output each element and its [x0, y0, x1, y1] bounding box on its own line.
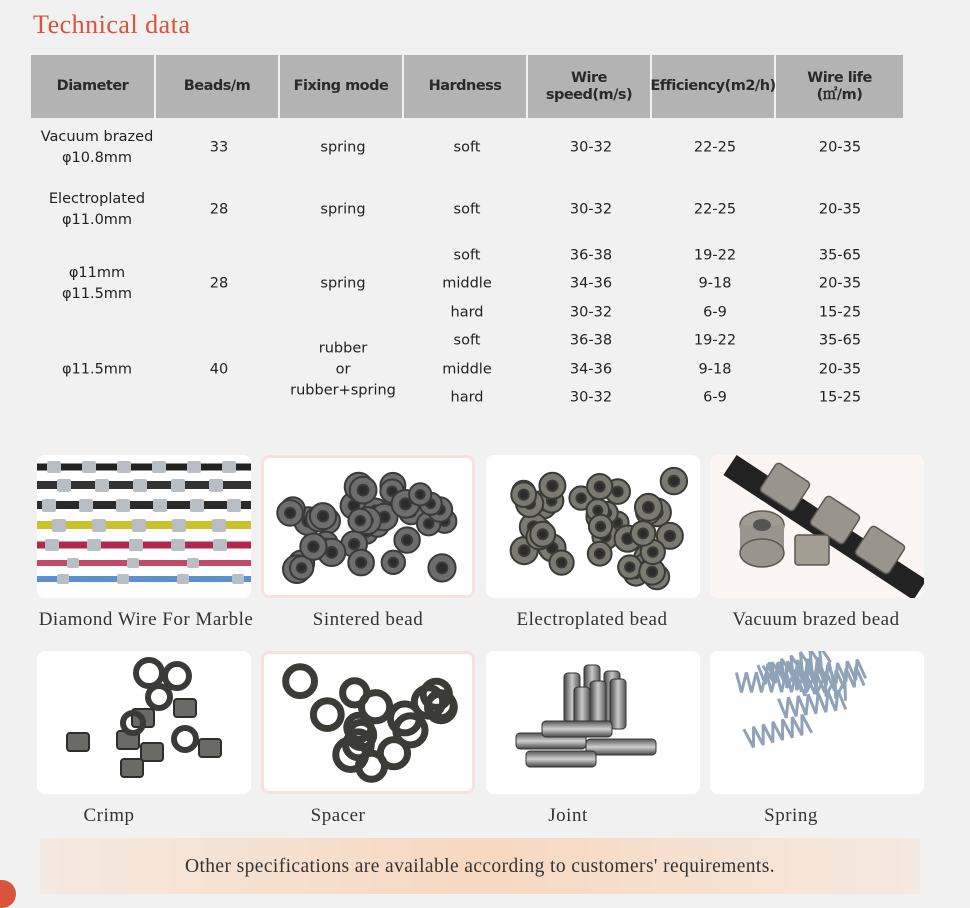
row3-life-middle: 20-35 — [818, 275, 862, 292]
bead-hole — [416, 490, 425, 499]
crimp-image — [37, 651, 251, 794]
bead-hole — [669, 476, 680, 487]
bead-hole — [318, 511, 328, 521]
bead-hole — [625, 562, 634, 571]
caption-vacuum-brazed-bead: Vacuum brazed bead — [732, 609, 900, 630]
row3-life-soft: 35-65 — [818, 247, 862, 264]
row1-efficiency: 22-25 — [693, 139, 737, 156]
spring-image — [710, 651, 924, 794]
header-wire-life-line2: (㎡/m) — [816, 86, 863, 103]
caption-sintered-bead: Sintered bead — [312, 609, 424, 630]
caption-joint: Joint — [548, 805, 588, 826]
row4-speed-hard: 30-32 — [569, 389, 613, 406]
row4-fixing-line1: rubber — [318, 340, 368, 357]
header-diameter: Diameter — [31, 55, 156, 118]
row4-life-soft: 35-65 — [818, 332, 862, 349]
electroplated-bead-image — [486, 455, 700, 598]
row3-diameter — [62, 263, 132, 305]
spacer-ring — [313, 701, 341, 729]
bead-hole — [593, 506, 602, 515]
bead-hole — [538, 529, 548, 539]
row3-hardness-hard: hard — [450, 304, 484, 321]
header-fixing: Fixing mode — [280, 55, 404, 118]
bead-hole — [557, 558, 567, 568]
header-wire-life-line1: Wire life — [807, 69, 872, 86]
bead-hole — [638, 529, 648, 539]
caption-electroplated-bead: Electroplated bead — [516, 609, 668, 630]
row1-fixing: spring — [320, 139, 366, 156]
row4-fixing-line3: rubber+spring — [290, 382, 396, 399]
footer-text: Other specifications are available according to customers' requirements. — [184, 856, 775, 877]
header-hardness: Hardness — [404, 55, 528, 118]
joint-image — [486, 651, 700, 794]
row3-speed-middle: 34-36 — [569, 275, 613, 292]
table-header — [31, 55, 903, 118]
row2-efficiency: 22-25 — [693, 201, 737, 218]
bead-hole — [595, 549, 605, 559]
spring-coil — [744, 713, 812, 748]
row1-life: 20-35 — [818, 139, 862, 156]
bead-hole — [349, 539, 359, 549]
caption-spring: Spring — [764, 805, 818, 826]
bead-hole — [437, 563, 448, 574]
row4-hardness-middle: middle — [442, 361, 492, 378]
row1-hardness: soft — [453, 139, 481, 156]
row3-fixing: spring — [320, 275, 366, 292]
bead-hole — [519, 490, 529, 500]
row4-hardness-hard: hard — [450, 389, 484, 406]
row2-beads: 28 — [209, 201, 229, 218]
caption-diamond-wire: Diamond Wire For Marble — [38, 609, 254, 630]
bead-hole — [285, 508, 295, 518]
row3-hardness-soft: soft — [453, 247, 481, 264]
header-efficiency: Efficiency(m2/h) — [652, 55, 776, 118]
bead-hole — [665, 531, 675, 541]
row2-diameter-line1: Electroplated — [48, 191, 146, 207]
row3-eff-hard: 6-9 — [703, 304, 727, 321]
row3-eff-soft: 19-22 — [693, 247, 737, 264]
row2-fixing: spring — [320, 201, 366, 218]
bead-hole — [402, 535, 412, 545]
row3-beads: 28 — [209, 275, 229, 292]
row2-life: 20-35 — [818, 201, 862, 218]
bead-hole — [648, 547, 658, 557]
row4-eff-middle: 9-18 — [698, 361, 732, 378]
row2-diameter-line2: φ11.0mm — [61, 212, 133, 228]
row4-eff-hard: 6-9 — [703, 389, 727, 406]
bead-hole — [297, 563, 306, 572]
row1-speed: 30-32 — [569, 139, 613, 156]
bead-hole — [356, 516, 365, 525]
row3-hardness-middle: middle — [442, 275, 492, 292]
row4-life-hard: 15-25 — [818, 389, 862, 406]
bead-hole — [308, 541, 318, 551]
row4-speed-soft: 36-38 — [569, 332, 613, 349]
row1-diameter-line2: φ10.8mm — [61, 150, 133, 166]
diamond-wire-image — [37, 455, 251, 598]
bead-hole — [547, 481, 557, 491]
header-wire-life — [776, 55, 903, 118]
bead-hole — [424, 519, 433, 528]
bead-hole — [326, 547, 337, 558]
row3-life-hard: 15-25 — [818, 304, 862, 321]
corner-decoration — [0, 880, 16, 908]
row2-diameter — [49, 189, 145, 231]
row3-speed-hard: 30-32 — [569, 304, 613, 321]
bead-hole — [595, 482, 605, 492]
header-beads: Beads/m — [156, 55, 280, 118]
row4-fixing-line2: or — [335, 361, 351, 378]
row3-speed-soft: 36-38 — [569, 247, 613, 264]
caption-crimp: Crimp — [83, 805, 135, 826]
caption-spacer: Spacer — [310, 805, 366, 826]
row3-eff-middle: 9-18 — [698, 275, 732, 292]
row4-fixing — [290, 339, 396, 402]
bead-hole — [613, 487, 623, 497]
row1-diameter — [41, 127, 154, 169]
row4-beads: 40 — [209, 361, 229, 378]
row4-life-middle: 20-35 — [818, 361, 862, 378]
footer-banner — [40, 838, 920, 894]
bead-hole — [596, 522, 605, 531]
row3-diameter-line1: φ11mm — [68, 265, 126, 281]
bead-hole — [358, 485, 369, 496]
vacuum-brazed-bead-image — [710, 455, 924, 598]
spacer-ring — [286, 667, 315, 696]
row4-speed-middle: 34-36 — [569, 361, 613, 378]
bead-hole — [356, 558, 366, 568]
bead-hole — [643, 502, 654, 513]
sintered-bead-image — [261, 455, 475, 598]
header-speed: Wire speed(m/s) — [528, 55, 652, 118]
row4-hardness-soft: soft — [453, 332, 481, 349]
bead-hole — [400, 498, 411, 509]
row4-eff-soft: 19-22 — [693, 332, 737, 349]
row4-diameter: φ11.5mm — [61, 361, 133, 378]
spacer-image — [261, 651, 475, 794]
bead-hole — [647, 567, 657, 577]
row1-diameter-line1: Vacuum brazed — [40, 129, 154, 145]
row2-hardness: soft — [453, 201, 481, 218]
row2-speed: 30-32 — [569, 201, 613, 218]
bead-hole — [576, 493, 585, 502]
bead-hole — [389, 558, 398, 567]
page-title: Technical data — [33, 10, 191, 39]
row1-beads: 33 — [209, 139, 229, 156]
bead-hole — [519, 545, 530, 556]
row3-diameter-line2: φ11.5mm — [61, 286, 133, 302]
